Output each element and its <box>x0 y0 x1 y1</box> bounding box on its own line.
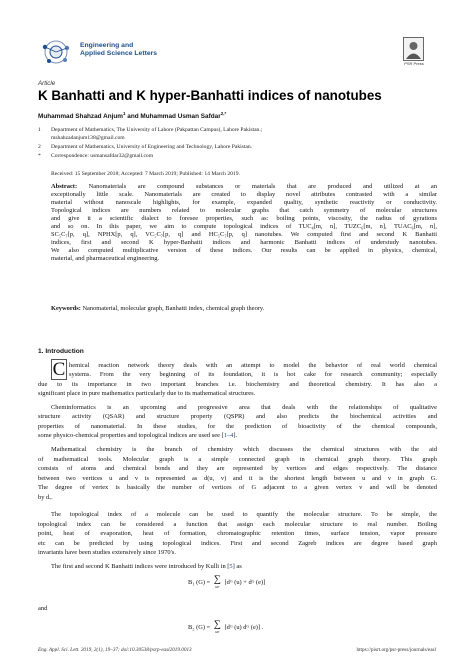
affiliation-mark: 1 <box>38 127 41 133</box>
drop-cap: C <box>52 359 66 380</box>
abstract-line: and give it a scientific dialect to foresee properties, such as: boiling points, viscosity, the radius of gyrations <box>51 215 437 222</box>
equation-lhs: B₁ (G) = <box>188 578 211 586</box>
equation-lhs: B₂ (G) = <box>188 623 211 631</box>
paragraph-line: of mathematical tools. Molecular graph is a simple connected graph in chemical graph theory. This graph <box>38 456 437 463</box>
sum-subscript: ue <box>215 584 220 589</box>
publisher-name: PSR Press <box>404 61 424 66</box>
paragraph-line: The topological index of a molecule can be used to quantify the molecular structure. To be simple, the <box>51 511 437 518</box>
keywords-text: Nanomaterial, molecular graph, Banhatti index, chemical graph theory. <box>82 305 265 312</box>
affiliation-mark: * <box>38 153 41 159</box>
paragraph-line: topological index can be considered a function that assign each molecular structure to real number. Boiling <box>38 521 437 528</box>
affiliation-1-email <box>38 135 125 141</box>
journal-name-line2: Applied Science Letters <box>80 50 158 57</box>
paragraph-line: Mathematical chemistry is the branch of chemistry which discusses the chemical structures with the aid <box>51 446 437 453</box>
paragraph-line: between two vertices u and v is represented as d(u, v) and it is the shortest length between u and v in graph G. <box>38 475 437 482</box>
equation-rhs: [dᴳ (u) + dᴳ (e)] <box>224 578 266 586</box>
paragraph-line: Cheminformatics is an upcoming and progressive area that deals with the relationships of qualitative <box>51 404 437 411</box>
affiliation-2 <box>38 144 253 150</box>
author-1-affiliation-mark: 1 <box>122 111 126 116</box>
abstract-line: SC₅C₇[p, q], NPHX[p, q], VC₅C₇[p, q] and HC₅C₇[p, q] nanotubes. We computed first and second K Banhatti <box>51 231 437 238</box>
author-conjunction: and <box>125 113 141 121</box>
sum-symbol: ∑ ue <box>213 574 221 589</box>
paragraph-line: some physico-chemical properties and topological indices are used see [1–4]. <box>38 432 238 439</box>
paragraph-line: hemical reaction network theory deals with an attempt to model the behavior of real world chemical <box>69 362 437 369</box>
abstract <box>51 183 437 263</box>
section-heading: 1. Introduction <box>38 348 84 355</box>
journal-name-line1: Engineering and <box>80 42 134 49</box>
abstract-line: material without nanoscale highlights, for example, expanded quality, synthetic reactivity or conductivity. <box>51 199 437 206</box>
paragraph-line: The degree of vertex is basically the number of vertices of G adjacent to a given vertex v and will be denoted <box>38 484 437 491</box>
paragraph-line: structure activity (QSAR) and structure property (QSPR) and also predicts the biochemical activities and <box>38 413 437 420</box>
equation-b2 <box>188 620 263 635</box>
article-type: Article <box>38 80 56 87</box>
keywords-label: Keywords: <box>51 305 81 312</box>
affiliation-text: Department of Mathematics, University of Engineering and Technology, Lahore Pakistan. <box>51 144 253 150</box>
abstract-line: material, and pharmaceutical engineering. <box>51 255 160 262</box>
paragraph-line: consists of atoms and chemical bonds and they are represented by vertices and edges respectively. The distance <box>38 465 437 472</box>
abstract-line: Topological indices are numbers related to molecular graphs that catch symmetry of molecular structures <box>51 207 437 214</box>
citation-link[interactable]: 1–4 <box>223 432 234 439</box>
paper-title: K Banhatti and K hyper-Banhatti indices of nanotubes <box>38 88 382 103</box>
sum-symbol: ∑ ue <box>213 619 221 634</box>
abstract-label: Abstract: <box>51 183 78 190</box>
publisher-logo-icon <box>403 37 424 61</box>
publication-dates: Received: 15 September 2018; Accepted: 7 March 2019; Published: 14 March 2019. <box>51 171 240 177</box>
paragraph-line: by dᵥ. <box>38 494 53 501</box>
paragraph-line: point, heat of evaporation, heat of formation, chromatographic retention times, surface tension, vapor pressure <box>38 530 437 537</box>
journal-name <box>80 42 157 58</box>
page-footer <box>38 647 436 653</box>
paragraph-line: invariants have been studies extensively since 1970's. <box>38 549 176 556</box>
affiliation-1 <box>38 127 263 133</box>
paragraph-line: properties of nanomaterial. In these studies, for the prediction of bioactivity of the chemical compounds, <box>38 423 437 430</box>
paragraph-line: etc can be predicted by using topological indices. First and second Zagreb indices are degree based graph <box>38 540 437 547</box>
paragraph-line: systems. From the very beginning of its foundation, it is hot cake for research community; especially <box>69 371 437 378</box>
footer-url[interactable]: https://pisrt.org/psr-press/journals/easl <box>356 647 436 653</box>
email-link[interactable]: mshahzadanjum138@gmail.com <box>51 135 125 141</box>
author-list <box>38 111 226 120</box>
abstract-line: indices, first and second K hyper-Banhatti indices and harmonic Banhatti indices of understudy nanotubes. <box>51 239 437 246</box>
paragraph-line: significant place in pure mathematics particularly due to its mathematical structures. <box>38 390 256 397</box>
author-2-affiliation-mark: 2,* <box>220 111 227 116</box>
correspondence <box>38 153 154 159</box>
journal-logo-icon <box>39 39 75 65</box>
abstract-line: and so on. In this paper, we aim to compute topological indices of TUC₄[m, n], TUZC₆[m, n], TUAC₆[m, n], <box>51 223 437 230</box>
equation-rhs: [dᴳ (u) dᴳ (e)] . <box>224 623 264 631</box>
abstract-line: We also computed multiplicative version of these indices. Our results can be applied in physics, chemical, <box>51 247 437 254</box>
author-2: Muhammad Usman Safdar <box>140 113 221 121</box>
paragraph-line: due to its importance in two important branches i.e. biochemistry and theoretical chemistry. It has also a <box>38 381 437 388</box>
equation-b1 <box>188 575 265 590</box>
abstract-line: exceptionally little scale. Nanomaterials are created to display novel attributes contrasted with a similar <box>51 191 437 198</box>
author-1: Muhammad Shahzad Anjum <box>38 113 123 121</box>
paragraph-line: The first and second K Banhatti indices were introduced by Kulli in [5] as <box>51 563 242 570</box>
affiliation-mark: 2 <box>38 144 41 150</box>
paragraph-line: and <box>38 605 48 612</box>
affiliation-text: Department of Mathematics, The University of Lahore (Pakpattan Campus), Lahore Pakistan.; <box>51 127 263 133</box>
citation-link[interactable]: 5 <box>229 563 233 570</box>
abstract-line: Abstract: Nanomaterials are compound substances or materials that are produced and utilized at an <box>51 183 437 190</box>
keywords <box>51 305 437 312</box>
correspondence-email[interactable]: Correspondence: usmansafdar32@gmail.com <box>51 153 154 159</box>
footer-citation: Eng. Appl. Sci. Lett. 2019, 2(1), 19–37; doi:10.30538/psrp-easl2019.0013 <box>38 647 192 653</box>
sum-subscript: ue <box>215 629 220 634</box>
